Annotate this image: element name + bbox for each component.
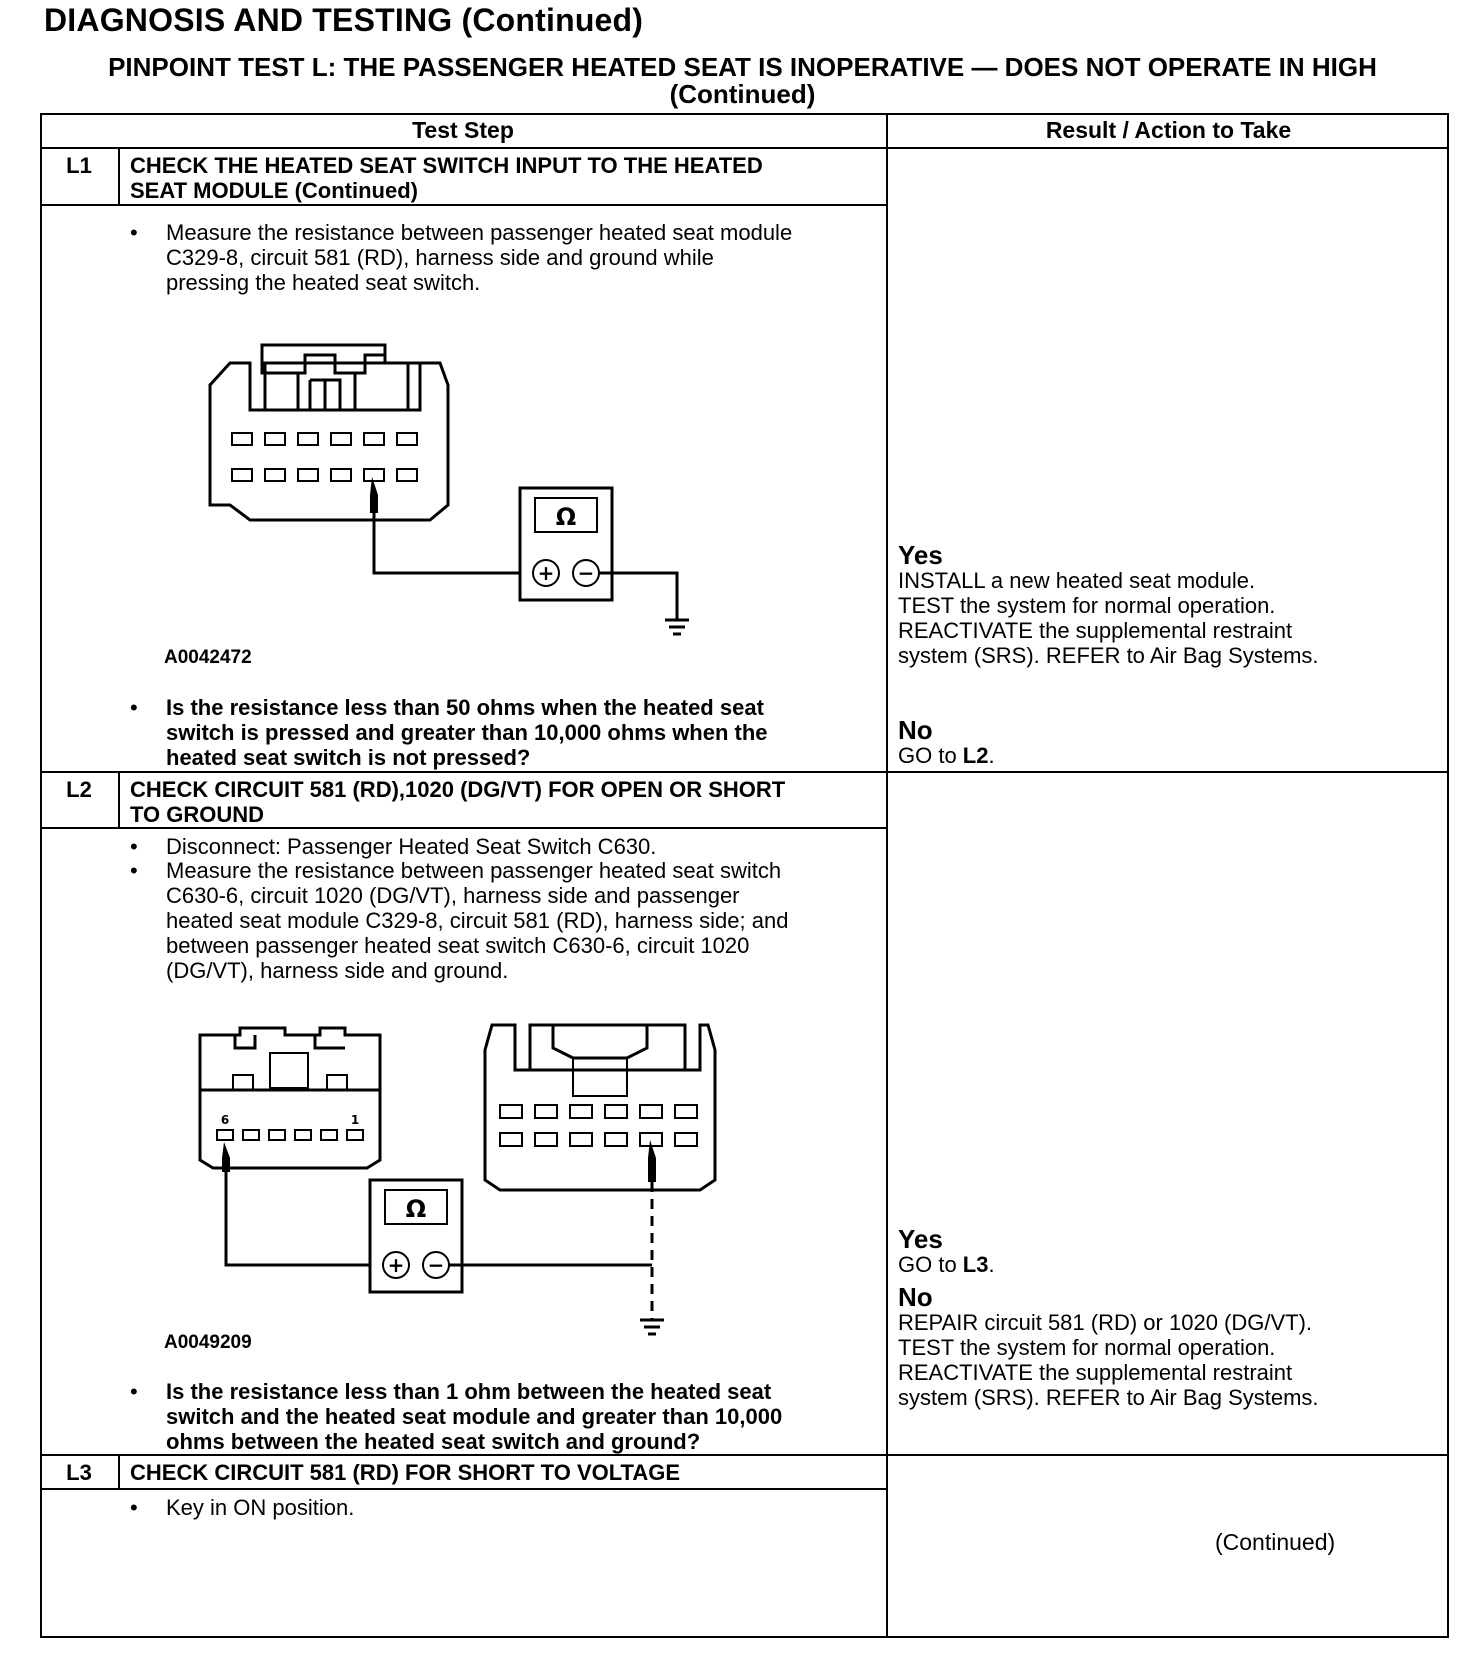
probe-wire [226, 1172, 385, 1265]
result-yes [898, 1226, 995, 1277]
goto-step-link[interactable]: L3 [962, 1252, 989, 1277]
figure-id: A0049209 [164, 1332, 252, 1353]
ohm-symbol: Ω [405, 1195, 427, 1223]
result-line: REACTIVATE the supplemental restraint [898, 618, 1293, 643]
probe-tip [370, 477, 378, 513]
result-line: system (SRS). REFER to Air Bag Systems. [898, 643, 1319, 668]
step-title-divider [40, 204, 886, 206]
question-line: heated seat switch is not pressed? [166, 745, 531, 770]
row-divider [40, 771, 1449, 773]
step-id-divider [118, 1454, 120, 1490]
step-title [130, 1460, 680, 1485]
result-line [898, 1252, 995, 1277]
meter-plus: + [537, 561, 555, 585]
question-line: ohms between the heated seat switch and ground? [166, 1429, 701, 1454]
instruction-line: Measure the resistance between passenger heated seat module [166, 220, 793, 245]
bullet-dot: • [130, 695, 138, 720]
result-line: TEST the system for normal operation. [898, 593, 1276, 618]
figure-l1-diagram [190, 345, 710, 645]
continued-footer: (Continued) [1215, 1529, 1336, 1555]
ground-symbol-icon [640, 1320, 664, 1334]
instruction-line: heated seat module C329-8, circuit 581 (RD), harness side; and [166, 908, 789, 933]
bullet-dot: • [130, 834, 138, 859]
step-title-line: CHECK THE HEATED SEAT SWITCH INPUT TO THE HEATED [130, 153, 763, 178]
instruction-line: C630-6, circuit 1020 (DG/VT), harness side and passenger [166, 883, 740, 908]
ohm-meter-icon [370, 1180, 462, 1292]
page-title: DIAGNOSIS AND TESTING (Continued) [44, 2, 644, 38]
meter-minus: − [577, 561, 595, 585]
connector-icon [210, 345, 448, 520]
meter-minus: − [427, 1253, 445, 1277]
result-no-label: No [898, 715, 933, 745]
step-question [166, 695, 768, 770]
step-instruction [166, 834, 656, 859]
bullet-dot: • [130, 220, 138, 245]
result-yes-label: Yes [898, 1224, 943, 1254]
step-id: L2 [66, 777, 92, 802]
step-id-divider [118, 771, 120, 829]
result-line: TEST the system for normal operation. [898, 1335, 1276, 1360]
figure-id: A0042472 [164, 647, 252, 668]
question-line: switch and the heated seat module and greater than 10,000 [166, 1404, 783, 1429]
result-yes-label: Yes [898, 540, 943, 570]
instruction-line: Disconnect: Passenger Heated Seat Switch C630. [166, 834, 657, 859]
result-text: . [988, 1252, 995, 1277]
row-divider [40, 1454, 1449, 1456]
pinpoint-title-line2: (Continued) [669, 79, 816, 109]
figure-l2-diagram [195, 1020, 735, 1350]
question-line: Is the resistance less than 50 ohms when the heated seat [166, 695, 764, 720]
pin-number: 1 [350, 1113, 360, 1127]
step-instruction [166, 858, 788, 983]
goto-step-link[interactable]: L2 [962, 743, 989, 768]
result-line: system (SRS). REFER to Air Bag Systems. [898, 1385, 1319, 1410]
step-title-line: CHECK CIRCUIT 581 (RD) FOR SHORT TO VOLTAGE [130, 1460, 681, 1485]
ohm-meter-icon [520, 488, 612, 600]
instruction-line: Measure the resistance between passenger heated seat switch [166, 858, 782, 883]
meter-plus: + [387, 1253, 405, 1277]
result-line [898, 743, 995, 768]
pinpoint-title-line1: PINPOINT TEST L: THE PASSENGER HEATED SEAT IS INOPERATIVE — DOES NOT OPERATE IN HIGH [108, 52, 1377, 82]
result-text: GO to [898, 743, 963, 768]
question-line: switch is pressed and greater than 10,000 ohms when the [166, 720, 768, 745]
step-id: L3 [66, 1460, 92, 1485]
result-yes [898, 542, 1319, 668]
step-id: L1 [66, 153, 92, 178]
step-title [130, 777, 785, 827]
instruction-line: between passenger heated seat switch C630-6, circuit 1020 [166, 933, 750, 958]
probe-tip [222, 1142, 230, 1172]
connector-icon [200, 1028, 380, 1168]
column-header-test-step: Test Step [412, 117, 514, 143]
result-line: REACTIVATE the supplemental restraint [898, 1360, 1293, 1385]
pinpoint-test-title [40, 54, 1445, 108]
result-no-label: No [898, 1282, 933, 1312]
instruction-line: pressing the heated seat switch. [166, 270, 481, 295]
connector-icon [485, 1025, 715, 1190]
ground-symbol-icon [665, 620, 689, 634]
bullet-dot: • [130, 1495, 138, 1520]
step-title-divider [40, 827, 886, 829]
column-header-result: Result / Action to Take [1045, 117, 1292, 143]
result-text: GO to [898, 1252, 963, 1277]
step-id-divider [118, 147, 120, 206]
step-title-line: CHECK CIRCUIT 581 (RD),1020 (DG/VT) FOR OPEN OR SHORT [130, 777, 786, 802]
step-instruction [166, 220, 792, 295]
pin-number: 6 [220, 1113, 230, 1127]
instruction-line: C329-8, circuit 581 (RD), harness side and ground while [166, 245, 714, 270]
step-title-line: SEAT MODULE (Continued) [130, 178, 418, 203]
result-text: . [988, 743, 995, 768]
result-line: INSTALL a new heated seat module. [898, 568, 1256, 593]
instruction-line: (DG/VT), harness side and ground. [166, 958, 509, 983]
bullet-dot: • [130, 1379, 138, 1404]
question-line: Is the resistance less than 1 ohm between the heated seat [166, 1379, 772, 1404]
step-question [166, 1379, 782, 1454]
result-line: REPAIR circuit 581 (RD) or 1020 (DG/VT). [898, 1310, 1313, 1335]
header-row-divider [40, 147, 1449, 149]
step-instruction [166, 1495, 354, 1520]
step-title-line: TO GROUND [130, 802, 265, 827]
instruction-line: Key in ON position. [166, 1495, 355, 1520]
column-divider [886, 113, 888, 1638]
result-no [898, 1284, 1319, 1410]
ohm-symbol: Ω [555, 503, 577, 531]
step-title [130, 153, 763, 203]
result-no [898, 717, 995, 768]
step-title-divider [40, 1488, 886, 1490]
probe-wire [374, 513, 542, 573]
bullet-dot: • [130, 858, 138, 883]
